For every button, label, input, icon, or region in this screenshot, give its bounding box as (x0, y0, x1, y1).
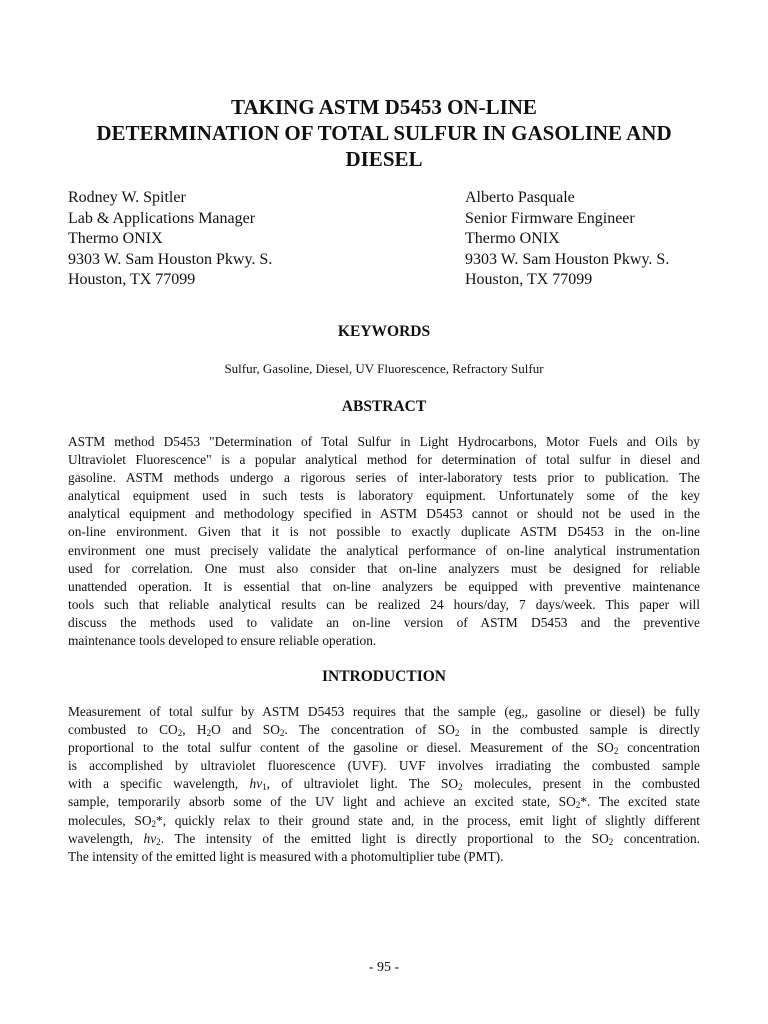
h-nu-1-symbol: hν (249, 776, 263, 792)
intro-line: is accomplished by ultraviolet fluorescence (UVF). UVF involves irradiating the combusted sample (68, 758, 700, 774)
author-name: Alberto Pasquale (465, 189, 575, 206)
abstract-heading: ABSTRACT (341, 398, 427, 415)
keywords-text: Sulfur, Gasoline, Diesel, UV Fluorescence, Refractory Sulfur (224, 361, 544, 376)
author-org: Thermo ONIX (68, 230, 163, 248)
author-role: Lab & Applications Manager (68, 209, 256, 227)
intro-line: sample, temporarily absorb some of the UV light and achieve an excited state, $SO_2*$. The excited state (68, 794, 700, 811)
keywords-heading: KEYWORDS (337, 323, 431, 340)
intro-line: molecules, $SO_2*$, quickly relax to their ground state and, in the process, emit light of slightly different (68, 812, 700, 829)
title-line-2: DETERMINATION OF TOTAL SULFUR IN GASOLINE AND (96, 121, 672, 145)
author-block-2 (465, 188, 669, 291)
page-number: - 95 - (368, 960, 400, 975)
intro-line: combusted to $CO_2$, $H_2O$ and $SO_2$. The concentration of $SO_2$ in the combusted sample is directly (68, 722, 700, 739)
author-block-1 (68, 188, 272, 291)
title-line-1: TAKING ASTM D5453 ON-LINE (231, 95, 537, 119)
abstract-line: environment one must precisely validate the analytical performance of on-line analytical instrumentation (68, 542, 700, 558)
paper-title (60, 94, 708, 172)
introduction-paragraph (68, 703, 700, 866)
intro-line: The intensity of the emitted light is measured with a photomultiplier tube (PMT). (68, 848, 504, 864)
intro-line: with a specific wavelength, $h\nu_1$, of ultraviolet light. The $SO_2$ molecules, present in the combusted (68, 776, 700, 793)
abstract-line: tools such that reliable analytical results can be realized 24 hours/day, 7 days/week. This paper will (68, 596, 700, 612)
author-role: Senior Firmware Engineer (465, 209, 635, 227)
title-line-3: DIESEL (345, 147, 423, 171)
abstract-line: analytical equipment and methodology specified in ASTM D5453 cannot or should not be used in the (68, 506, 700, 522)
abstract-line: gasoline. ASTM methods undergo a rigorous series of inter-laboratory tests prior to publication. The (68, 470, 700, 486)
abstract-line: ASTM method D5453 "Determination of Total Sulfur in Light Hydrocarbons, Motor Fuels and Oils by (68, 434, 700, 449)
abstract-line: analytical equipment used in such tests is laboratory equipment. Unfortunately some of the key (68, 488, 700, 504)
author-org: Thermo ONIX (465, 230, 560, 248)
author-street: 9303 W. Sam Houston Pkwy. S. (465, 250, 670, 268)
abstract-line: used for correlation. One must also consider that on-line analyzers must be designed for reliable (68, 560, 700, 576)
abstract-line: unattended operation. It is essential that on-line analyzers be equipped with preventive maintenance (68, 578, 700, 594)
author-street: 9303 W. Sam Houston Pkwy. S. (68, 250, 273, 268)
abstract-line: on-line environment. Given that it is not possible to exactly duplicate ASTM D5453 in the on-line (68, 524, 700, 540)
intro-line: Measurement of total sulfur by ASTM D5453 requires that the sample (eg,, gasoline or diesel) be fully (68, 704, 700, 719)
abstract-line: discuss the methods used to validate an on-line version of ASTM D5453 and the preventive (68, 614, 700, 630)
abstract-line: Ultraviolet Fluorescence" is a popular analytical method for determination of total sulfur in diesel and (68, 452, 700, 468)
abstract-line: maintenance tools developed to ensure reliable operation. (68, 633, 377, 649)
author-city: Houston, TX 77099 (68, 271, 196, 289)
intro-line: proportional to the total sulfur content of the gasoline or diesel. Measurement of the $SO_2$ concentration (68, 740, 700, 757)
h-nu-2-symbol: hν (143, 830, 157, 846)
introduction-heading: INTRODUCTION (321, 668, 446, 685)
author-name: Rodney W. Spitler (68, 189, 186, 206)
intro-line: wavelength, $h\nu_2$. The intensity of the emitted light is directly proportional to the $SO_2$ concentration. (68, 830, 700, 847)
author-city: Houston, TX 77099 (465, 271, 593, 289)
abstract-paragraph (68, 433, 700, 650)
